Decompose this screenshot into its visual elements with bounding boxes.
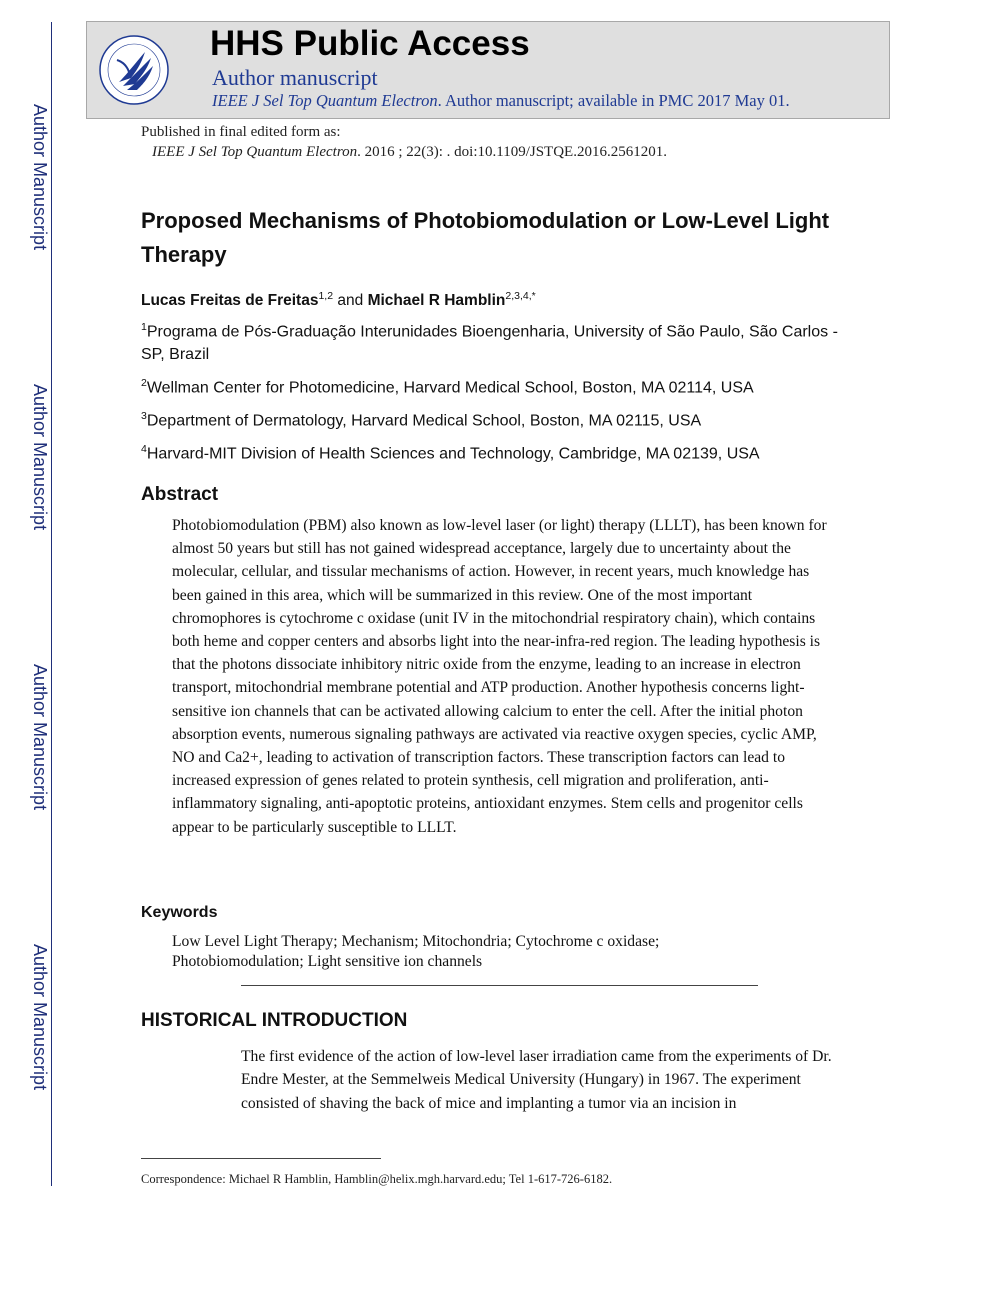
published-label: Published in final edited form as: <box>141 124 341 140</box>
section-divider <box>241 985 758 986</box>
affiliation-3 <box>141 405 866 432</box>
sidebar-rule <box>51 22 52 1186</box>
author-manuscript-label: Author manuscript <box>212 65 378 90</box>
author-name: Michael R Hamblin <box>367 292 506 310</box>
affiliation-text: Wellman Center for Photomedicine, Harvard Medical School, Boston, MA 02114, USA <box>146 379 754 397</box>
affiliation-text: Harvard-MIT Division of Health Sciences and Technology, Cambridge, MA 02139, USA <box>146 445 760 463</box>
citation <box>152 144 667 161</box>
hhs-title: HHS Public Access <box>210 24 530 63</box>
affiliation-2 <box>141 372 866 399</box>
affiliation-number: 1 <box>141 321 147 333</box>
historical-introduction-heading: HISTORICAL INTRODUCTION <box>141 1010 408 1031</box>
affiliation-4 <box>141 438 866 465</box>
author-name: Lucas Freitas de Freitas <box>141 292 319 310</box>
author-list <box>141 290 536 310</box>
author-affiliation-marks: 2,3,4,* <box>505 290 536 302</box>
hhs-eagle-logo-icon <box>97 30 171 110</box>
affiliation-number: 4 <box>141 443 147 455</box>
abstract-text: Photobiomodulation (PBM) also known as low-level laser (or light) therapy (LLLT), has been known for almost 50 years but still has not gained widespread acceptance, largely due to uncertainty about the molecular, cellular, and tissular mechanisms of action. However, in recent years, much knowledge has been gained in this area, which will be summarized in this review. One of the most important chromophores is cytochrome c oxidase (unit IV in the mitochondrial respiratory chain), which contains both heme and copper centers and absorbs light into the near-infra-red region. The leading hypothesis is that the photons dissociate inhibitory nitric oxide from the enzyme, leading to an increase in electron transport, mitochondrial membrane potential and ATP production. Another hypothesis concerns light-sensitive ion channels that can be activated allowing calcium to enter the cell. After the initial photon absorption events, numerous signaling pathways are activated via reactive oxygen species, cyclic AMP, NO and Ca2+, leading to activation of transcription factors. These transcription factors can lead to increased expression of genes related to protein synthesis, cell migration and proliferation, anti-inflammatory signaling, anti-apoptotic proteins, antioxidant enzymes. Stem cells and progenitor cells appear to be particularly susceptible to LLLT. <box>172 517 827 836</box>
journal-availability <box>212 91 790 111</box>
historical-introduction-text: The first evidence of the action of low-level laser irradiation came from the experiments of Dr. Endre Mester, at the Semmelweis Medical University (Hungary) in 1967. The experiment consisted of shaving the back of mice and implanting a tumor via an incision in <box>241 1048 832 1112</box>
journal-abbrev: IEEE J Sel Top Quantum Electron <box>212 91 438 110</box>
author-affiliation-marks: 1,2 <box>318 290 334 302</box>
footnote-rule <box>141 1158 381 1159</box>
affiliation-text: Programa de Pós-Graduação Interunidades Bioengenharia, University of São Paulo, São Carlos - SP, Brazil <box>141 323 838 364</box>
citation-details: . 2016 ; 22(3): . doi:10.1109/JSTQE.2016.2561201. <box>357 144 667 160</box>
affiliation-number: 3 <box>141 410 147 422</box>
affiliation-1 <box>141 316 866 366</box>
affiliation-number: 2 <box>141 377 147 389</box>
correspondence-footnote: Correspondence: Michael R Hamblin, Hamblin@helix.mgh.harvard.edu; Tel 1-617-726-6182. <box>141 1172 613 1186</box>
keywords-text: Low Level Light Therapy; Mechanism; Mitochondria; Cytochrome c oxidase; Photobiomodulation; Light sensitive ion channels <box>172 933 660 970</box>
affiliation-text: Department of Dermatology, Harvard Medical School, Boston, MA 02115, USA <box>146 412 702 430</box>
availability-text: . Author manuscript; available in PMC 2017 May 01. <box>437 91 790 110</box>
keywords-heading: Keywords <box>141 904 218 921</box>
article-title: Proposed Mechanisms of Photobiomodulation or Low-Level Light Therapy <box>141 208 830 267</box>
citation-journal: IEEE J Sel Top Quantum Electron <box>152 144 358 160</box>
abstract-heading: Abstract <box>141 484 219 505</box>
author-conjunction: and <box>337 292 364 310</box>
